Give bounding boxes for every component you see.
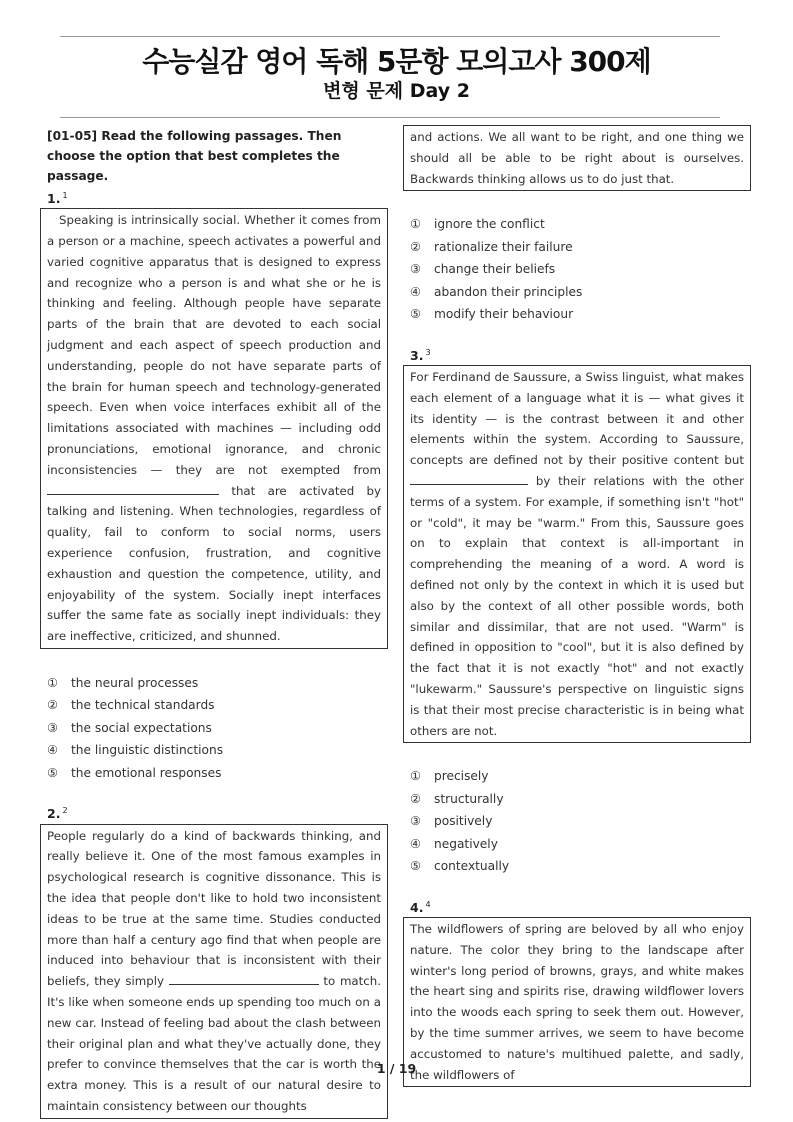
right-column (403, 125, 751, 1087)
passage-text: to match. It's like when someone ends up spending too much on a new car. Instead of feeling bad about the clash between their original plan and what they've actually done, they prefer to convince themselves that the car is worth the extra money. This is a result of our natural desire to maintain consistency between our thoughts (47, 974, 382, 1113)
option[interactable]: ② structurally (410, 791, 504, 806)
option[interactable]: ④ abandon their principles (410, 284, 583, 299)
option[interactable]: ④ the linguistic distinctions (47, 743, 224, 758)
passage-text: For Ferdinand de Saussure, a Swiss linguist, what makes each element of a language what it is — what gives it its identity — is the contrast between it and other elements within the system. According to Saussure, concepts are defined not by their positive content but (410, 370, 744, 468)
footnote-marker: 2 (62, 806, 68, 816)
footnote-marker: 1 (62, 191, 68, 200)
question-number: 3. (410, 348, 424, 364)
option[interactable]: ① precisely (410, 769, 489, 784)
page-subtitle: 변형 문제 Day 2 (323, 80, 470, 102)
option[interactable]: ④ negatively (410, 836, 498, 851)
question-2-options (403, 213, 751, 326)
question-4-passage: The wildflowers of spring are beloved by all who enjoy nature. The color they bring to the landscape after winter's long period of browns, grays, and white makes the heart sing and spirits rise, drawing wildflower lovers into the woods each spring to seek them out. However, by the time summer arrives, we seem to have become accustomed to nature's multihued palette, and sadly, the wildflowers of (403, 917, 751, 1087)
question-1-passage (40, 208, 388, 649)
question-number: 2. (47, 806, 61, 822)
option[interactable]: ⑤ modify their behaviour (410, 307, 574, 322)
left-column (40, 122, 388, 1119)
footnote-marker: 4 (425, 899, 431, 909)
question-1-options (40, 672, 388, 785)
passage-text: by their relations with the other terms of a system. For example, if something isn't "hot" or "cold", it may be "warm." From this, Saussure goes on to explain that context is all-important in comprehending the meaning of a word. A word is defined not only by the context in which it is used but also by the context of all other possible words, both similar and dissimilar, that are not used. "Warm" is defined in opposition to "cool", but it is also defined by the fact that it is not exactly "hot" and not exactly "lukewarm." Saussure's perspective on linguistic signs is that their most precise characteristic is in being what others are not. (410, 474, 745, 738)
page-title: 수능실감 영어 독해 5문항 모의고사 300제 (142, 45, 651, 78)
question-3-passage (403, 365, 751, 743)
answer-blank (410, 472, 528, 485)
answer-blank (47, 482, 219, 495)
question-4-number (403, 896, 751, 916)
passage-text: People regularly do a kind of backwards thinking, and really believe it. One of the most famous examples in psychological research is cognitive dissonance. This is the idea that people don't like to hold two inconsistent ideas to be true at the same time. Studies conducted more than half a century ago find that when people are induced into behaviour that is inconsistent with their beliefs, they simply (47, 828, 381, 989)
question-1-number (40, 187, 388, 207)
option[interactable]: ③ positively (410, 814, 493, 829)
header-top-rule (60, 36, 720, 37)
footnote-marker: 3 (425, 347, 431, 357)
header-bottom-rule (60, 117, 720, 118)
question-3-number (403, 344, 751, 364)
option[interactable]: ⑤ the emotional responses (47, 765, 222, 780)
passage-text: Speaking is intrinsically social. Whether it comes from a person or a machine, speech activates a powerful and varied cognitive apparatus that is designed to express and recognize who a person is and what she or he is thinking and feeling. Although people have separate parts of the brain that are devoted to each social judgment and each aspect of speech production and understanding, people do not have separate parts of the brain for human speech and technology-generated speech. Even when voice interfaces exhibit all of the limitations associated with machines — including odd pronunciations, emotional ignorance, and chronic inconsistencies — they are not exempted from (47, 213, 381, 477)
instruction: [01-05] Read the following passages. Then choose the option that best completes the passage. (47, 129, 342, 183)
question-2-passage-continued: and actions. We all want to be right, and one thing we should all be able to be right about is ourselves. Backwards thinking allows us to do just that. (403, 125, 751, 191)
question-3-options (403, 765, 751, 878)
answer-blank (169, 972, 319, 985)
option[interactable]: ③ the social expectations (47, 720, 212, 735)
question-number: 4. (410, 900, 424, 916)
page-number: 1 / 19 (376, 1061, 417, 1076)
option[interactable]: ③ change their beliefs (410, 262, 556, 277)
option[interactable]: ① ignore the conflict (410, 217, 545, 232)
option[interactable]: ② rationalize their failure (410, 239, 573, 254)
option[interactable]: ① the neural processes (47, 675, 199, 690)
question-2-number (40, 802, 388, 822)
option[interactable]: ⑤ contextually (410, 859, 510, 874)
question-number: 1. (47, 191, 61, 207)
passage-text: that are activated by talking and listening. When technologies, regardless of quality, fail to conform to social norms, users experience confusion, frustration, and cognitive exhaustion and question the competence, utility, and enjoyability of the system. Socially inept interfaces suffer the same fate as socially inept individuals: they are ineffective, criticized, and shunned. (47, 483, 381, 644)
option[interactable]: ② the technical standards (47, 698, 215, 713)
